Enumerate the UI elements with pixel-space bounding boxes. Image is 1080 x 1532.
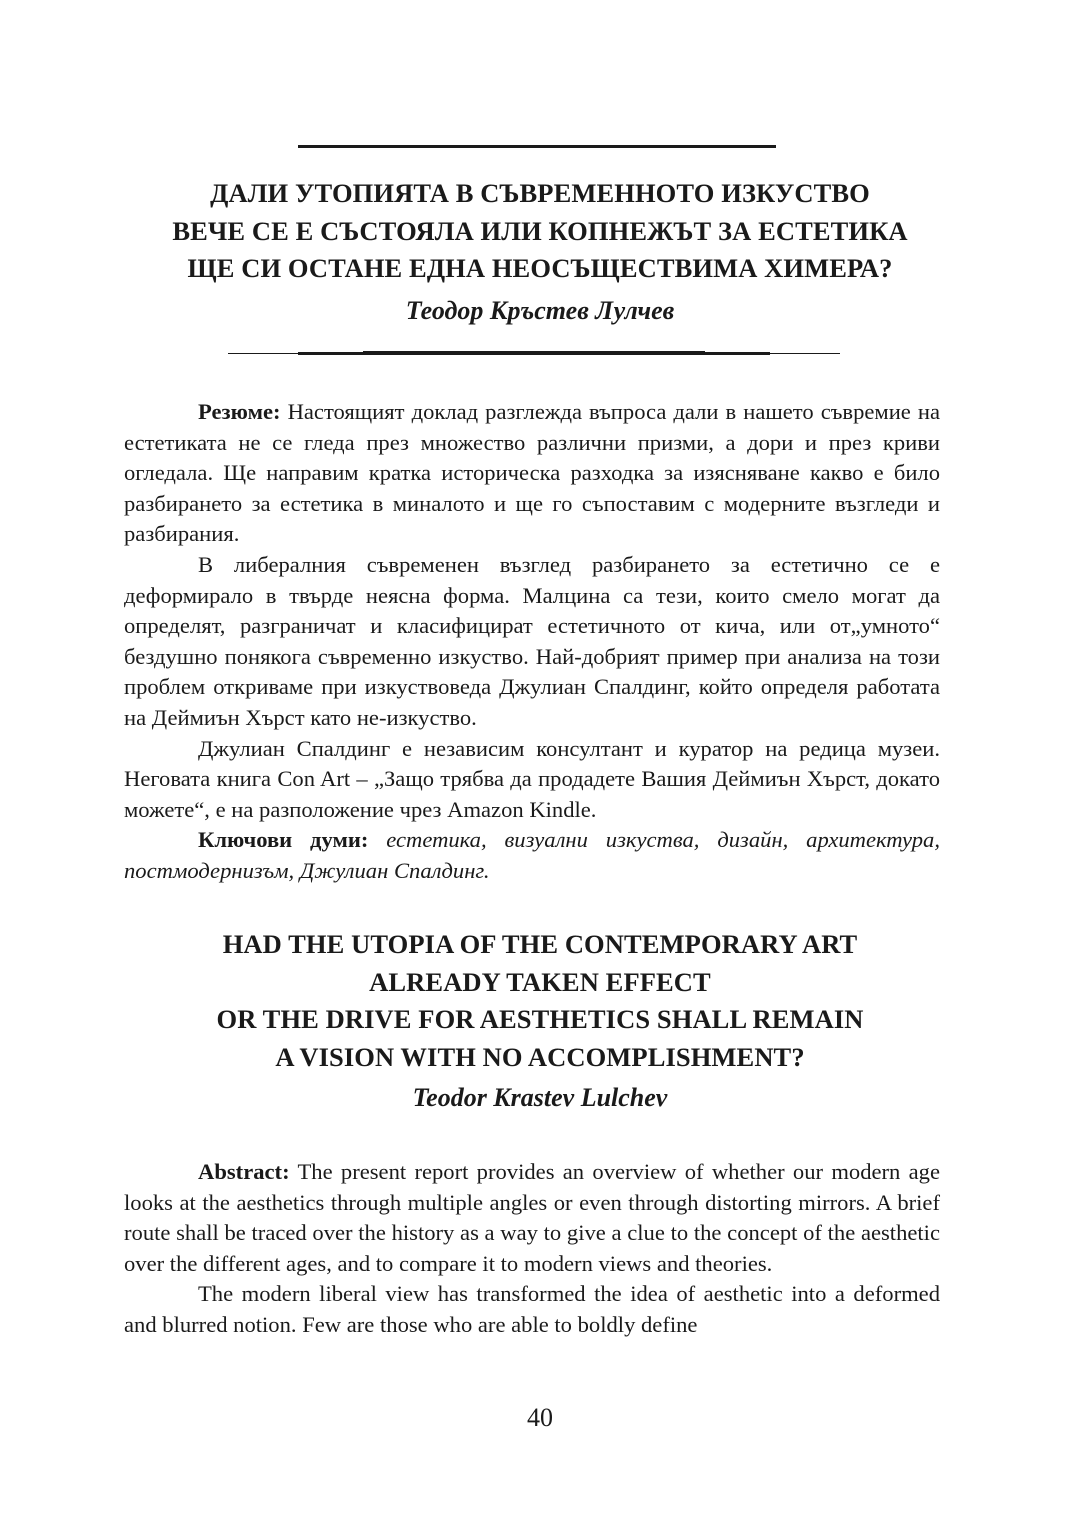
bulgarian-keywords (124, 825, 940, 886)
english-title-line-4: A VISION WITH NO ACCOMPLISHMENT? (275, 1041, 805, 1072)
english-abstract-label: Abstract: (198, 1159, 290, 1184)
english-title (100, 926, 980, 1076)
ornamental-rule (228, 351, 840, 357)
bulgarian-paragraph-3: Джулиан Спалдинг е независим консултант и куратор на редица музеи. Неговата книга Con Art – „Защо трябва да продадете Вашия Деймиън Хърст, докато можете“, е на разположение чрез Amazon Kindle. (124, 735, 940, 822)
english-author: Teodor Krastev Lulchev (412, 1083, 668, 1112)
english-abstract-section (124, 1157, 940, 1341)
bulgarian-title-line-3: ЩЕ СИ ОСТАНЕ ЕДНА НЕОСЪЩЕСТВИМА ХИМЕРА? (187, 253, 893, 283)
bulgarian-paragraph-2: В либералния съвременен възглед разбирането за естетично се е деформирало в твърде неясна форма. Малцина са тези, които смело могат да определят, разграничат и класифицират естетичното от кича, или от„умното“ бездушно понякога съвременно изкуство. Най-добрият пример при анализа на този проблем откриваме при изкуствоведа Джулиан Спалдинг, който определя работата на Деймиън Хърст като не-изкуство. (124, 551, 940, 730)
english-title-line-3: OR THE DRIVE FOR AESTHETICS SHALL REMAIN (216, 1004, 864, 1034)
bulgarian-title (100, 175, 980, 288)
english-abstract-text: The present report provides an overview of whether our modern age looks at the aesthetics through multiple angles or even through distorting mirrors. A brief route shall be traced over the history as a way to give a clue to the concept of the aesthetic over the different ages, and to compare it to modern views and theories. (124, 1159, 940, 1276)
bulgarian-title-line-2: ВЕЧЕ СЕ Е СЪСТОЯЛА ИЛИ КОПНЕЖЪТ ЗА ЕСТЕТИКА (172, 215, 908, 246)
top-rule (298, 145, 776, 148)
english-paragraph-2: The modern liberal view has transformed the idea of aesthetic into a deformed and blurred notion. Few are those who are able to boldly define (124, 1281, 940, 1337)
keywords-label: Ключови думи: (198, 827, 369, 853)
english-abstract-paragraph (124, 1157, 940, 1279)
abstract-text: Настоящият доклад разглежда въпроса дали в нашето съвремие на естетиката не се гледа през множество различни призми, а дори и през криви огледала. Ще направим кратка историческа разходка за изясняване какво е било разбирането за естетика в миналото и ще го съпоставим с модерните възгледи и разбирания. (124, 399, 940, 547)
bulgarian-abstract-section (124, 397, 940, 887)
page-number: 40 (527, 1403, 553, 1432)
bulgarian-author: Теодор Кръстев Лулчев (405, 296, 675, 325)
english-title-line-2: ALREADY TAKEN EFFECT (369, 966, 711, 997)
keywords-text: естетика, визуални изкуства, дизайн, архитектура, постмодернизъм, Джулиан Спалдинг. (124, 827, 940, 883)
abstract-label: Резюме: (198, 399, 281, 424)
english-title-line-1: HAD THE UTOPIA OF THE CONTEMPORARY ART (222, 929, 858, 959)
bulgarian-abstract-paragraph (124, 397, 940, 550)
bulgarian-title-line-1: ДАЛИ УТОПИЯТА В СЪВРЕМЕННОТО ИЗКУСТВО (210, 178, 870, 208)
